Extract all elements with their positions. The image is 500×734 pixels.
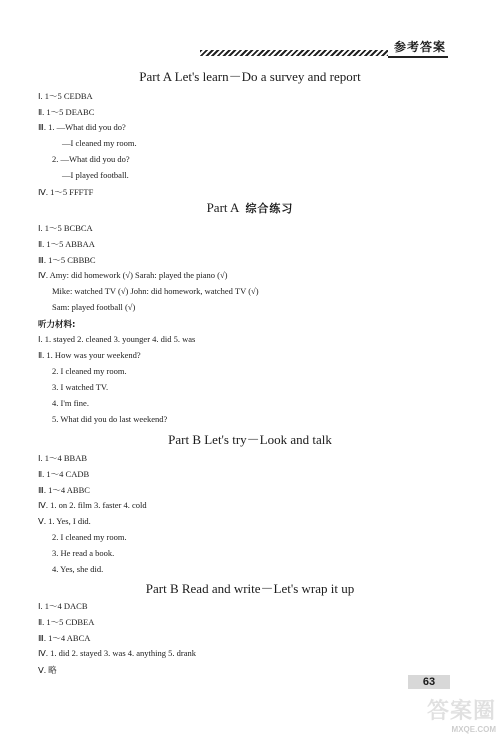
line: 听力材料:: [38, 320, 76, 330]
section-subtitle: 综合练习: [245, 202, 294, 215]
line: Ⅱ. 1. How was your weekend?: [38, 350, 141, 360]
header-rule: [388, 56, 448, 58]
line: 3. I watched TV.: [52, 382, 109, 392]
line: 2. —What did you do?: [52, 154, 130, 164]
line: Ⅰ. 1～4 BBAB: [38, 453, 88, 463]
line: Ⅰ. 1～5 BCBCA: [38, 223, 93, 233]
section-title-main: Part A: [206, 200, 240, 215]
line: Ⅱ. 1～5 DEABC: [38, 107, 95, 117]
line: Ⅴ. 略: [38, 665, 57, 675]
line: Ⅲ. 1. —What did you do?: [38, 122, 126, 132]
section-title: Part A Let's learn－Do a survey and report: [139, 69, 361, 84]
line: 4. Yes, she did.: [52, 564, 104, 574]
line: Ⅲ. 1～4 ABCA: [38, 633, 91, 643]
line: —I played football.: [62, 170, 129, 180]
line: Ⅰ. 1. stayed 2. cleaned 3. younger 4. did 5. was: [38, 334, 196, 344]
section-title: Part B Read and write－Let's wrap it up: [145, 581, 355, 596]
page-number: 63: [408, 675, 450, 689]
section-title: [0, 200, 500, 216]
watermark-url: MXQE.COM: [451, 725, 496, 734]
line: Ⅲ. 1～4 ABBC: [38, 485, 90, 495]
watermark: [427, 694, 496, 734]
watermark-text: 答案圈: [426, 698, 496, 723]
line: Ⅳ. 1. on 2. film 3. faster 4. cold: [38, 500, 147, 510]
line: Ⅳ. Amy: did homework (√) Sarah: played the piano (√): [38, 270, 228, 280]
header-title: 参考答案: [394, 40, 447, 54]
line: Ⅳ. 1. did 2. stayed 3. was 4. anything 5. drank: [38, 648, 196, 658]
line: Ⅰ. 1～5 CEDBA: [38, 91, 93, 101]
line: —I cleaned my room.: [62, 138, 137, 148]
line: Ⅱ. 1～4 CADB: [38, 469, 90, 479]
section-title: Part B Let's try－Look and talk: [168, 432, 332, 447]
line: 2. I cleaned my room.: [52, 532, 127, 542]
line: Ⅲ. 1～5 CBBBC: [38, 255, 96, 265]
line: Ⅳ. 1～5 FFFTF: [38, 187, 94, 197]
line: 2. I cleaned my room.: [52, 366, 127, 376]
line: Ⅱ. 1～5 ABBAA: [38, 239, 95, 249]
line: 5. What did you do last weekend?: [52, 414, 168, 424]
header-bar: [200, 50, 388, 56]
line: 3. He read a book.: [52, 548, 115, 558]
line: Mike: watched TV (√) John: did homework, watched TV (√): [52, 286, 259, 296]
line: Ⅰ. 1～4 DACB: [38, 601, 88, 611]
line: Ⅱ. 1～5 CDBEA: [38, 617, 95, 627]
line: 4. I'm fine.: [52, 398, 89, 408]
line: Ⅴ. 1. Yes, I did.: [38, 516, 91, 526]
line: Sam: played football (√): [52, 302, 136, 312]
